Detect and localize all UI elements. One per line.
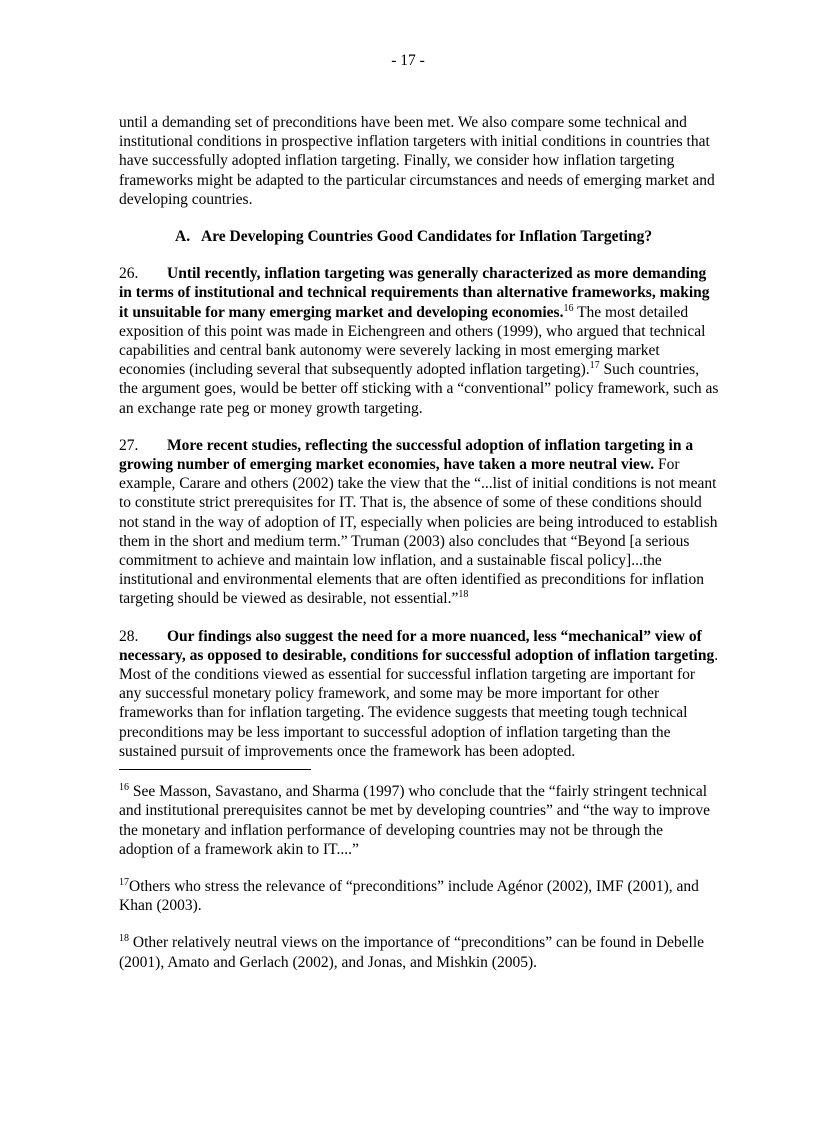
- paragraph-lead: Until recently, inflation targeting was generally characterized as more demanding in terms of institutional and technical requirements than alternative frameworks, making it unsuitable for many emerging market and developing economies.: [119, 265, 710, 321]
- paragraph-lead: Our findings also suggest the need for a more nuanced, less “mechanical” view of necessary, as opposed to desirable, conditions for successful adoption of inflation targeting: [119, 627, 715, 664]
- footnote-ref[interactable]: 18: [458, 589, 469, 601]
- footnote-18: [119, 933, 721, 971]
- paragraph-lead: More recent studies, reflecting the successful adoption of inflation targeting in a growing number of emerging market economies, have taken a more neutral view.: [119, 436, 694, 474]
- page-body: [119, 113, 721, 990]
- paragraph-27: [119, 436, 721, 609]
- paragraph-number: 26.: [119, 265, 139, 283]
- footnote-ref[interactable]: 16: [563, 302, 574, 314]
- footnote-text: See Masson, Savastano, and Sharma (1997) who conclude that the “fairly stringent technical and institutional prerequisites cannot be met by developing countries” and “the way to improve the monetary and inflation performance of developing countries may not be through the adoption of a framework akin to IT....”: [119, 783, 710, 858]
- footnote-mark: 17: [119, 876, 129, 888]
- paragraph-text: For example, Carare and others (2002) take the view that the “...list of initial conditions is not meant to constitute strict prerequisites for IT. That is, the absence of some of these conditions should not stand in the way of adoption of IT, especially when policies are being introduced to establish them in the short and medium term.” Truman (2003) also concludes that “Beyond [a serious commitment to achieve and maintain low inflation, and a sustainable fiscal policy]...the institutional and environmental elements that are often identified as preconditions for inflation targeting should be viewed as desirable, not essential.”: [119, 456, 718, 608]
- section-title: Are Developing Countries Good Candidates for Inflation Targeting?: [201, 228, 653, 246]
- footnote-mark: 16: [119, 782, 129, 794]
- page-number: - 17 -: [391, 52, 425, 69]
- paragraph-text: . Most of the conditions viewed as essential for successful inflation targeting are important for any successful monetary policy framework, and some may be more important for other frameworks than for inflation targeting. The evidence suggests that meeting tough technical preconditions may be less important to successful adoption of inflation targeting than the sustained pursuit of improvements once the framework has been adopted.: [119, 646, 719, 760]
- intro-paragraph: until a demanding set of preconditions have been met. We also compare some technical and institutional conditions in prospective inflation targeters with initial conditions in countries that have successfully adopted inflation targeting. Finally, we consider how inflation targeting frameworks might be adapted to the particular circumstances and needs of emerging market and developing countries.: [119, 114, 715, 208]
- footnote-ref[interactable]: 17: [589, 360, 600, 372]
- footnote-divider: [119, 769, 311, 770]
- footnote-mark: 18: [119, 933, 129, 945]
- paragraph-number: 28.: [119, 627, 139, 645]
- section-label: A.: [175, 228, 191, 246]
- footnote-17: [119, 877, 721, 915]
- footnote-text: Other relatively neutral views on the importance of “preconditions” can be found in Debelle (2001), Amato and Gerlach (2002), and Jonas, and Mishkin (2005).: [119, 934, 705, 971]
- footnote-16: [119, 782, 721, 859]
- paragraph-28: [119, 627, 721, 761]
- paragraph-26: [119, 264, 721, 418]
- paragraph-number: 27.: [119, 436, 139, 454]
- paragraph-text: The most detailed exposition of this point was made in Eichengreen and others (1999), who argued that technical capabilities and central bank autonomy were severely lacking in most emerging market economies (including several that subsequently adopted inflation targeting).: [119, 303, 706, 379]
- section-heading: [119, 227, 721, 246]
- footnote-text: Others who stress the relevance of “preconditions” include Agénor (2002), IMF (2001), and Khan (2003).: [119, 877, 699, 915]
- paragraph-text: Such countries, the argument goes, would be better off sticking with a “conventional” policy framework, such as an exchange rate peg or money growth targeting.: [119, 361, 719, 417]
